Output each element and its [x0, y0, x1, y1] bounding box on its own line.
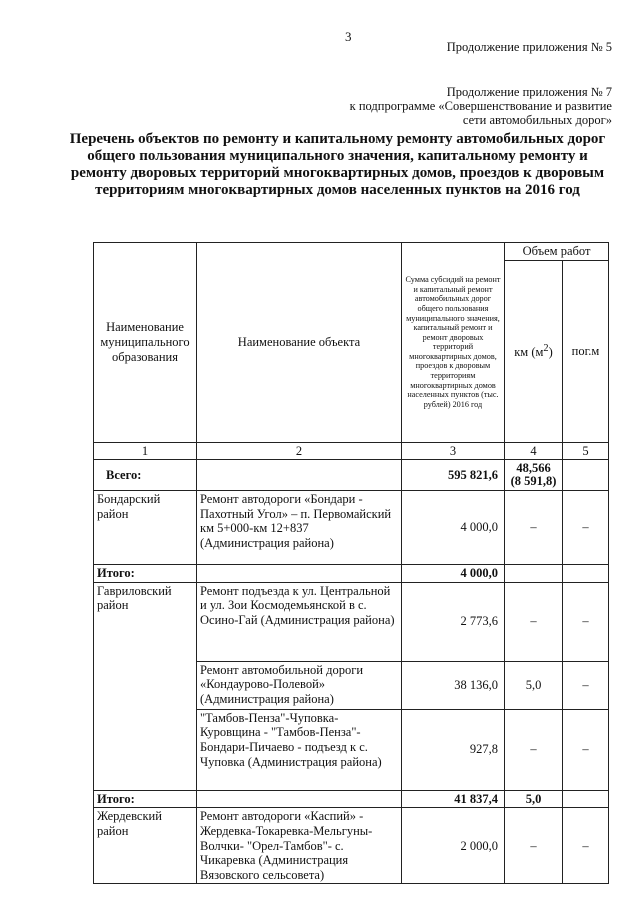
col-number: 2: [197, 442, 402, 460]
appendix-5-continuation: Продолжение приложения № 5: [446, 40, 612, 54]
object-sum: 2 773,6: [402, 582, 505, 661]
table-row: [94, 790, 609, 808]
header-object-name: Наименование объекта: [197, 243, 402, 443]
district-name: Бондарский район: [94, 491, 197, 565]
subtotal-label: Итого:: [94, 790, 197, 808]
total-km-value: 48,566: [516, 461, 551, 476]
objects-table: [93, 242, 609, 884]
object-pm: –: [563, 491, 609, 565]
col-number: 3: [402, 442, 505, 460]
total-sum: 595 821,6: [402, 460, 505, 491]
object-pm: –: [563, 582, 609, 661]
object-km: –: [505, 491, 563, 565]
header-subsidy-sum: Сумма субсидий на ремонт и капитальный ремонт автомобильных дорог общего пользования муниципального значения, капитальный ремонт и ремонт дворовых территорий многоквартирных домов, проездов к дворовым территориям многоквартирных домов населенных пунктов (тыс. рублей) 2016 год: [402, 243, 505, 443]
header-municipality: Наименование муниципального образования: [94, 243, 197, 443]
header-km: км $(м^2)$: [505, 260, 563, 442]
object-name: Ремонт автодороги «Бондари - Пахотный Угол» – п. Первомайский км 5+000-км 12+837 (Администрация района): [197, 491, 402, 565]
district-name: Гавриловский район: [94, 582, 197, 790]
district-name: Жердевский район: [94, 808, 197, 884]
object-pm: –: [563, 661, 609, 709]
object-km: –: [505, 582, 563, 661]
object-pm: –: [563, 709, 609, 790]
object-km: –: [505, 709, 563, 790]
object-pm: –: [563, 808, 609, 884]
subtotal-sum: 4 000,0: [402, 565, 505, 583]
subtotal-label: Итого:: [94, 565, 197, 583]
table-row: [94, 565, 609, 583]
appendix-7-line2: к подпрограмме «Совершенствование и развитие: [349, 99, 612, 113]
document-title: Перечень объектов по ремонту и капитальному ремонту автомобильных дорог общего пользования муниципального значения, капитальному ремонту и ремонту дворовых территорий многоквартирных домов, проездов к дворовым территориям многоквартирных домов населенных пунктов на 2016 год: [69, 131, 606, 198]
col-number: 5: [563, 442, 609, 460]
object-km: –: [505, 808, 563, 884]
subtotal-sum: 41 837,4: [402, 790, 505, 808]
object-sum: 2 000,0: [402, 808, 505, 884]
object-name: Ремонт автомобильной дороги «Кондаурово-Полевой» (Администрация района): [197, 661, 402, 709]
header-work-volume: Объем работ: [505, 243, 609, 261]
total-km: [505, 460, 563, 491]
object-name: "Тамбов-Пенза"-Чуповка-Куровщина - "Тамбов-Пенза"-Бондари-Пичаево - подъезд к с. Чуповка (Администрация района): [197, 709, 402, 790]
page-number: 3: [345, 29, 352, 44]
table-row: [94, 460, 609, 491]
col-number: 4: [505, 442, 563, 460]
table-row: [94, 491, 609, 565]
object-km: 5,0: [505, 661, 563, 709]
object-sum: 4 000,0: [402, 491, 505, 565]
table-row: [94, 808, 609, 884]
subtotal-km: 5,0: [505, 790, 563, 808]
object-name: Ремонт подъезда к ул. Центральной и ул. Зои Космодемьянской в с. Осино-Гай (Администрация района): [197, 582, 402, 661]
appendix-7-line3: сети автомобильных дорог»: [462, 113, 612, 127]
total-label: Всего:: [94, 460, 197, 491]
object-sum: 927,8: [402, 709, 505, 790]
appendix-7-continuation: [350, 85, 612, 127]
col-number: 1: [94, 442, 197, 460]
header-pm: пог.м: [563, 260, 609, 442]
total-sqm-value: (8 591,8): [510, 474, 557, 489]
object-name: Ремонт автодороги «Каспий» - Жердевка-Токаревка-Мельгуны-Волчки- "Орел-Тамбов"- с. Чикаревка (Администрация Вязовского сельсовета): [197, 808, 402, 884]
object-sum: 38 136,0: [402, 661, 505, 709]
appendix-7-line1: Продолжение приложения № 7: [446, 85, 612, 99]
table-row: [94, 582, 609, 661]
